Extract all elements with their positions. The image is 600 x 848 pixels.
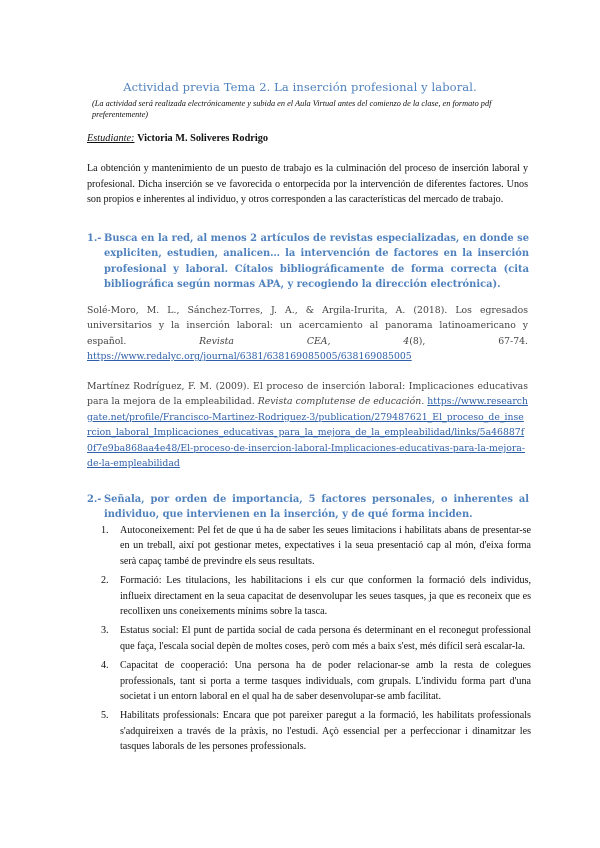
reference-1 xyxy=(87,303,528,365)
list-item-body: : Encara que pot pareixer paregut a la formació, les habilitats professionals s'adquireixen a través de la pràxis, no l'estudi. Açò essencial per a perfeccionar i dinamitzar les tasques laborals de les persones professionals. xyxy=(120,710,531,753)
list-item xyxy=(87,708,531,754)
list-item-heading: Autoconeixement xyxy=(120,525,192,536)
list-item xyxy=(87,658,531,704)
question-1 xyxy=(87,231,529,293)
reference-2-journal: Revista complutense de educación xyxy=(257,396,422,408)
list-item-body: : Una persona ha de poder relacionar-se amb la resta de colegues professionals, tant si porta a terme tasques individuals, com grupals. L'individu forma part d'una societat i un entorn laboral en el qual ha de saber desenvolupar-se amb facilitat. xyxy=(120,660,531,703)
question-2-text: Señala, por orden de importancia, 5 factores personales, o inherentes al individuo, que intervienen en la inserción, y de qué forma inciden. xyxy=(104,494,529,521)
reference-1-link[interactable]: https://www.redalyc.org/journal/6381/638169085005/638169085005 xyxy=(87,351,412,363)
question-2 xyxy=(87,492,529,523)
reference-2-text: Martínez Rodríguez, F. M. (2009). El proceso de inserción laboral: Implicaciones educativas para la mejora de la empleabilidad. xyxy=(87,381,528,408)
reference-1-text: Solé-Moro, M. L., Sánchez-Torres, J. A., & Argila-Irurita, A. (2018). Los egresados universitarios y la inserción laboral: un acercamiento al panorama latinoamericano y español. xyxy=(87,305,528,347)
student-line xyxy=(87,133,268,144)
student-label: Estudiante: xyxy=(87,133,135,144)
list-item xyxy=(87,573,531,619)
factors-list xyxy=(87,523,531,759)
reference-2 xyxy=(87,379,528,471)
intro-paragraph: La obtención y mantenimiento de un puesto de trabajo es la culminación del proceso de inserción laboral y profesional. Dicha inserción se ve favorecida o entorpecida por la intervención de diferentes factores. Unos son propios e inherentes al individuo, y otros corresponden a las características del mercado de trabajo. xyxy=(87,163,528,206)
question-2-number: 2.- xyxy=(87,494,102,505)
list-item-number: 3. xyxy=(101,625,109,637)
reference-1-rest: (8), 67-74. xyxy=(409,335,528,347)
page-subtitle: (La actividad será realizada electrónicamente y subida en el Aula Virtual antes del comienzo de la clase, en formato pdf preferentemente) xyxy=(92,99,492,119)
list-item-number: 2. xyxy=(101,575,109,587)
reference-1-journal: Revista CEA, 4 xyxy=(199,335,410,347)
list-item-body: : Les titulacions, les habilitacions i els cur que conformen la formació dels individus, influeix directament en la seua capacitat de desenvolupar les seues tasques, ja que es reconeix que es recollixen uns coneixements mínims sobre la tasca. xyxy=(120,575,531,618)
list-item-heading: Formació xyxy=(120,575,159,587)
list-item-heading: Habilitats professionals xyxy=(120,710,217,722)
list-item-body: : Pel fet de que ú ha de saber les seues limitacions i habilitats abans de presentar-se en un treball, així pot gestionar metes, expectatives i la seua presentació cap al món, d'eixa forma serà capaç també de previndre els seus resultats. xyxy=(120,525,531,567)
list-item-number: 4. xyxy=(101,660,109,672)
list-item-body: : El punt de partida social de cada persona és determinant en el reconegut professional que faça, l'escala social depèn de moltes coses, però com més a baix s'est, més difícil serà escalar-la. xyxy=(120,625,531,652)
reference-2-rest: . xyxy=(421,396,428,408)
list-item xyxy=(87,623,531,654)
list-item xyxy=(87,523,531,569)
student-name: Victoria M. Soliveres Rodrigo xyxy=(137,133,269,144)
list-item-number: 5. xyxy=(101,710,109,722)
question-1-text: Busca en la red, al menos 2 artículos de revistas especializadas, en donde se expliciten, estudien, analicen… la intervención de factores en la inserción profesional y laboral. Cítalos bibliográficamente de forma correcta (cita bibliográfica según normas APA, y recogiendo la dirección electrónica). xyxy=(104,233,529,291)
question-1-number: 1.- xyxy=(87,233,102,244)
reference-2-link[interactable]: https://www.researchgate.net/profile/Francisco-Martinez-Rodriguez-3/publication/279487621_El_proceso_de_insercion_laboral_Implicaciones_educativas_para_la_mejora_de_la_empleabilidad/links/5a46887f0f7e9ba868aa4e48/El-proceso-de-insercion-laboral-Implicaciones-educativas-para-la-mejora-de-la-empleabilidad xyxy=(87,396,528,470)
list-item-heading: Estatus social xyxy=(120,625,176,637)
list-item-heading: Capacitat de cooperació xyxy=(120,660,226,672)
page-title: Actividad previa Tema 2. La inserción profesional y laboral. xyxy=(123,80,477,94)
list-item-number: 1. xyxy=(101,525,109,536)
